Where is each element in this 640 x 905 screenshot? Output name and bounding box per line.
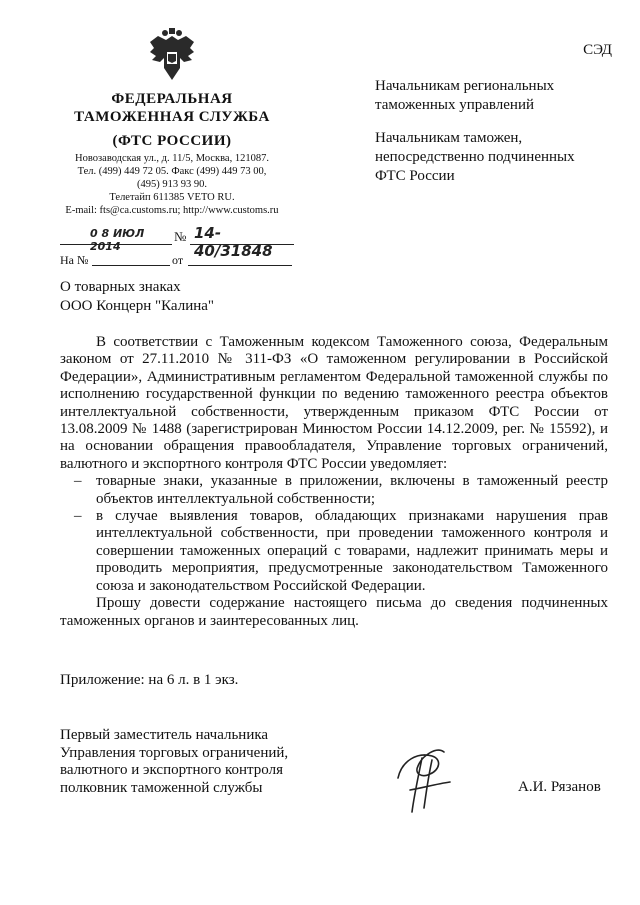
list-item xyxy=(60,473,608,508)
phone-line-2: (495) 913 93 90. xyxy=(137,179,207,190)
registration-date: 0 8 ИЮЛ 2014 xyxy=(90,227,145,253)
signatory-position xyxy=(60,727,360,797)
subject xyxy=(60,278,214,316)
addressee-line: ФТС России xyxy=(375,168,455,184)
position-line: полковник таможенной службы xyxy=(60,779,263,796)
addressee-group-1 xyxy=(375,77,615,115)
ref-date-field xyxy=(188,252,292,266)
position-line: Управления торговых ограничений, xyxy=(60,744,289,761)
addressee-line: Начальникам таможен, xyxy=(375,130,523,146)
handwritten-signature xyxy=(388,738,458,818)
list-item-text: товарные знаки, указанные в приложении, включены в таможенный реестр объектов интеллектуальной собственности; xyxy=(96,473,608,507)
position-line: Первый заместитель начальника xyxy=(60,727,269,743)
addressee-line: таможенных управлений xyxy=(375,97,535,113)
list-item-text: в случае выявления товаров, обладающих признаками нарушения прав интеллектуальной собственности, при проведении таможенного контроля и совершении таможенных операций с товарами, надлежит принимать меры и проводить мероприятия, предусмотренные законодательством Таможенного союза и законодательством Российской Федерации. xyxy=(96,508,608,594)
from-label: от xyxy=(172,253,184,267)
number-label: № xyxy=(174,229,187,244)
teletype-line: Телетайп 611385 VETO RU. xyxy=(109,192,235,203)
body-paragraph: Прошу довести содержание настоящего письма до сведения подчиненных таможенных органов и заинтересованных лиц. xyxy=(60,595,608,629)
registration-date-field xyxy=(60,226,172,253)
org-line: ТАМОЖЕННАЯ СЛУЖБА xyxy=(74,109,270,125)
registration-number-field xyxy=(190,224,294,260)
ref-label: На № xyxy=(60,253,89,267)
letter-body xyxy=(60,334,608,630)
email-line: E-mail: fts@ca.customs.ru; http://www.customs.ru xyxy=(65,205,279,216)
org-name xyxy=(60,90,284,150)
registration-number: 14-40/31848 xyxy=(194,224,273,260)
addressee-group-2 xyxy=(375,129,615,186)
contact-block xyxy=(48,152,296,217)
org-line: ФЕДЕРАЛЬНАЯ xyxy=(111,91,233,107)
coat-of-arms-icon xyxy=(148,26,196,82)
address-line: Новозаводская ул., д. 11/5, Москва, 121087. xyxy=(75,153,269,164)
list-dash: – xyxy=(74,473,82,490)
signatory-name: А.И. Рязанов xyxy=(518,779,601,795)
addressee-line: непосредственно подчиненных xyxy=(375,149,575,165)
body-paragraph: В соответствии с Таможенным кодексом Таможенного союза, Федеральным законом от 27.11.2010 № 311-ФЗ «О таможенном регулировании в Российской Федерации», Административным регламентом Федеральной таможенной службы по исполнению государственной функции по ведению таможенного реестра объектов интеллектуальной собственности, утвержденным приказом ФТС России от 13.08.2009 № 1488 (зарегистрирован Минюстом России 14.12.2009, рег. № 15592), и на основании обращения правообладателя, Управление торговых ограничений, валютного и экспортного контроля ФТС России уведомляет: xyxy=(60,334,608,472)
ref-number-field xyxy=(92,252,170,266)
addressee-line: Начальникам региональных xyxy=(375,78,555,94)
sed-label: СЭД xyxy=(583,42,612,58)
phone-line: Тел. (499) 449 72 05. Факс (499) 449 73 00, xyxy=(77,166,267,177)
subject-line: ООО Концерн "Калина" xyxy=(60,298,215,314)
list-item xyxy=(60,508,608,595)
attachment-note: Приложение: на 6 л. в 1 экз. xyxy=(60,672,239,688)
list-dash: – xyxy=(74,508,82,525)
subject-line: О товарных знаках xyxy=(60,279,181,295)
org-short-name: (ФТС РОССИИ) xyxy=(112,133,232,149)
position-line: валютного и экспортного контроля xyxy=(60,762,283,778)
